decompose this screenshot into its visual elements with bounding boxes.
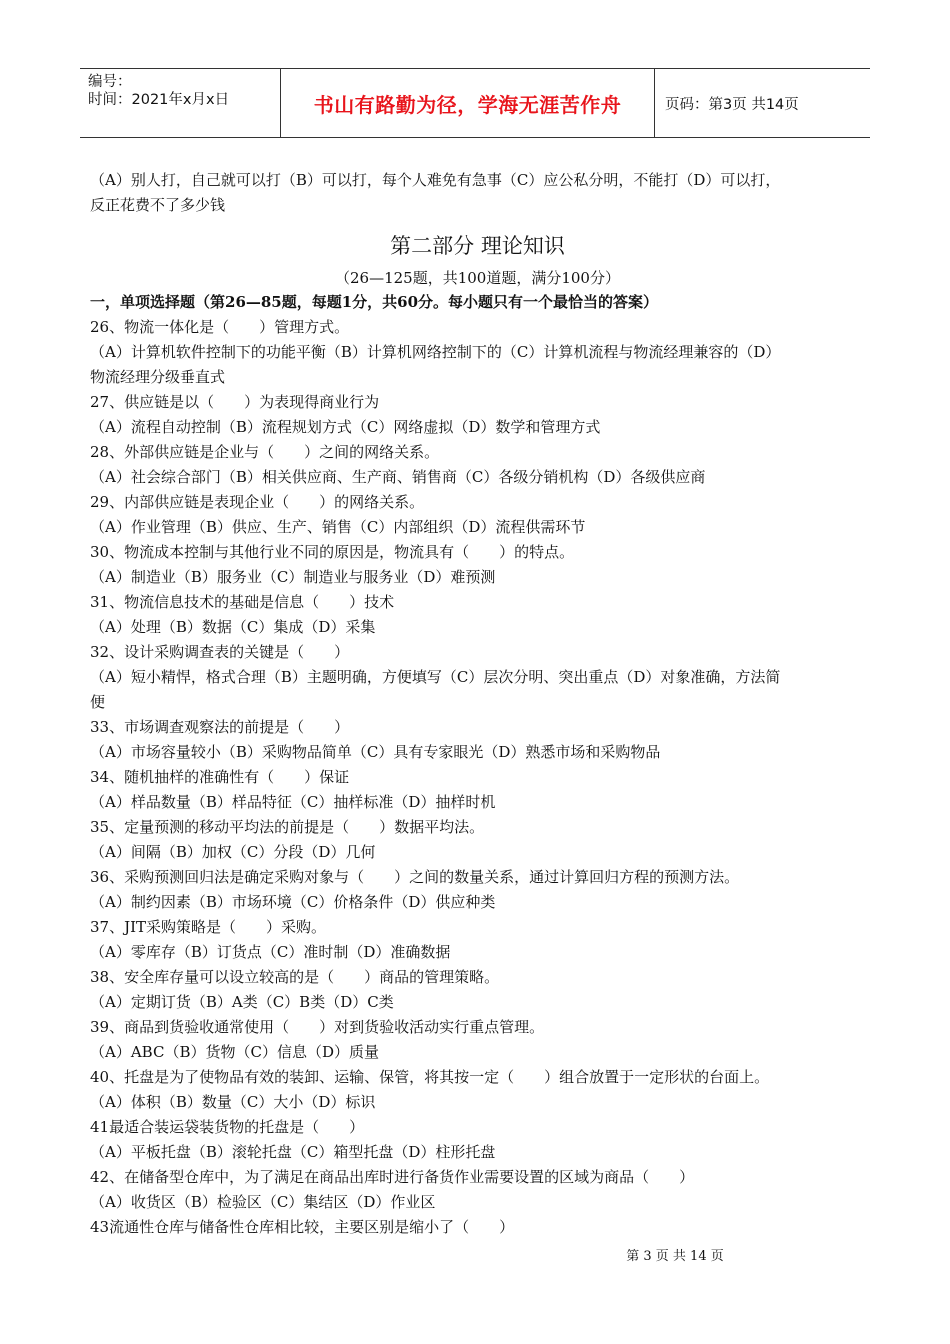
question-line: （A）平板托盘（B）滚轮托盘（C）箱型托盘（D）柱形托盘 — [90, 1143, 496, 1161]
header-motto-cell — [281, 69, 655, 137]
question-line: （A）定期订货（B）A类（C）B类（D）C类 — [90, 993, 394, 1011]
question-line: 32、设计采购调查表的关键是（ ） — [90, 643, 350, 661]
question-line: （A）ABC（B）货物（C）信息（D）质量 — [90, 1043, 379, 1061]
question-line: 38、安全库存量可以设立较高的是（ ）商品的管理策略。 — [90, 968, 500, 986]
question-line: （A）制约因素（B）市场环境（C）价格条件（D）供应种类 — [90, 893, 496, 911]
question-line: 30、物流成本控制与其他行业不同的原因是，物流具有（ ）的特点。 — [90, 543, 575, 561]
question-list — [90, 315, 865, 1240]
question-line: （A）间隔（B）加权（C）分段（D）几何 — [90, 843, 376, 861]
question-line: （A）市场容量较小（B）采购物品简单（C）具有专家眼光（D）熟悉市场和采购物品 — [90, 743, 661, 761]
footer-page-number: 第 3 页 共 14 页 — [626, 1249, 724, 1264]
question-line: （A）处理（B）数据（C）集成（D）采集 — [90, 618, 376, 636]
question-line: 33、市场调查观察法的前提是（ ） — [90, 718, 350, 736]
question-line: 39、商品到货验收通常使用（ ）对到货验收活动实行重点管理。 — [90, 1018, 545, 1036]
question-line: 41最适合装运袋装货物的托盘是（ ） — [90, 1118, 365, 1136]
question-line: 40、托盘是为了使物品有效的装卸、运输、保管，将其按一定（ ）组合放置于一定形状的台面上。 — [90, 1068, 770, 1086]
question-line: （A）体积（B）数量（C）大小（D）标识 — [90, 1093, 376, 1111]
question-line: （A）计算机软件控制下的功能平衡（B）计算机网络控制下的（C）计算机流程与物流经理兼容的（D） — [90, 343, 781, 361]
question-line: 28、外部供应链是企业与（ ）之间的网络关系。 — [90, 443, 440, 461]
answer-line: （A）别人打，自己就可以打（B）可以打，每个人难免有急事（C）应公私分明，不能打（D）可以打， — [90, 171, 781, 189]
question-line: 31、物流信息技术的基础是信息（ ）技术 — [90, 593, 395, 611]
answer-line: 反正花费不了多少钱 — [90, 196, 226, 214]
question-line: （A）流程自动控制（B）流程规划方式（C）网络虚拟（D）数学和管理方式 — [90, 418, 601, 436]
question-line: （A）作业管理（B）供应、生产、销售（C）内部组织（D）流程供需环节 — [90, 518, 586, 536]
question-line: 物流经理分级垂直式 — [90, 368, 226, 386]
time-label: 时间：2021年x月x日 — [88, 92, 230, 108]
question-line: 27、供应链是以（ ）为表现得商业行为 — [90, 393, 380, 411]
document-body — [90, 168, 865, 1240]
question-line: （A）零库存（B）订货点（C）准时制（D）准确数据 — [90, 943, 451, 961]
header-meta — [80, 69, 281, 137]
question-line: 26、物流一体化是（ ）管理方式。 — [90, 318, 350, 336]
question-line: 便 — [90, 693, 106, 711]
document-header — [80, 68, 870, 138]
section-instruction: 一，单项选择题（第26—85题，每题1分，共60分。每小题只有一个最恰当的答案） — [90, 293, 659, 311]
question-line: 36、采购预测回归法是确定采购对象与（ ）之间的数量关系，通过计算回归方程的预测方法。 — [90, 868, 740, 886]
question-line: （A）短小精悍，格式合理（B）主题明确，方便填写（C）层次分明、突出重点（D）对象准确，方法简 — [90, 668, 781, 686]
question-line: （A）制造业（B）服务业（C）制造业与服务业（D）难预测 — [90, 568, 496, 586]
section-subtitle: （26—125题，共100道题，满分100分） — [335, 269, 620, 287]
motto-text: 书山有路勤为径，学海无涯苦作舟 — [313, 92, 622, 117]
question-line: 43流通性仓库与储备性仓库相比较，主要区别是缩小了（ ） — [90, 1218, 515, 1236]
page-footer — [0, 1245, 950, 1264]
question-line: （A）社会综合部门（B）相关供应商、生产商、销售商（C）各级分销机构（D）各级供应商 — [90, 468, 706, 486]
question-line: （A）收货区（B）检验区（C）集结区（D）作业区 — [90, 1193, 436, 1211]
number-label: 编号： — [88, 74, 132, 90]
question-line: （A）样品数量（B）样品特征（C）抽样标准（D）抽样时机 — [90, 793, 496, 811]
section-title: 第二部分 理论知识 — [390, 234, 565, 258]
question-line: 29、内部供应链是表现企业（ ）的网络关系。 — [90, 493, 425, 511]
header-page-info — [655, 69, 870, 137]
question-line: 35、定量预测的移动平均法的前提是（ ）数据平均法。 — [90, 818, 485, 836]
question-line: 37、JIT采购策略是（ ）采购。 — [90, 918, 327, 936]
question-line: 42、在储备型仓库中，为了满足在商品出库时进行备货作业需要设置的区域为商品（ ） — [90, 1168, 695, 1186]
page-info-text: 页码：第3页 共14页 — [665, 96, 799, 113]
question-line: 34、随机抽样的准确性有（ ）保证 — [90, 768, 350, 786]
